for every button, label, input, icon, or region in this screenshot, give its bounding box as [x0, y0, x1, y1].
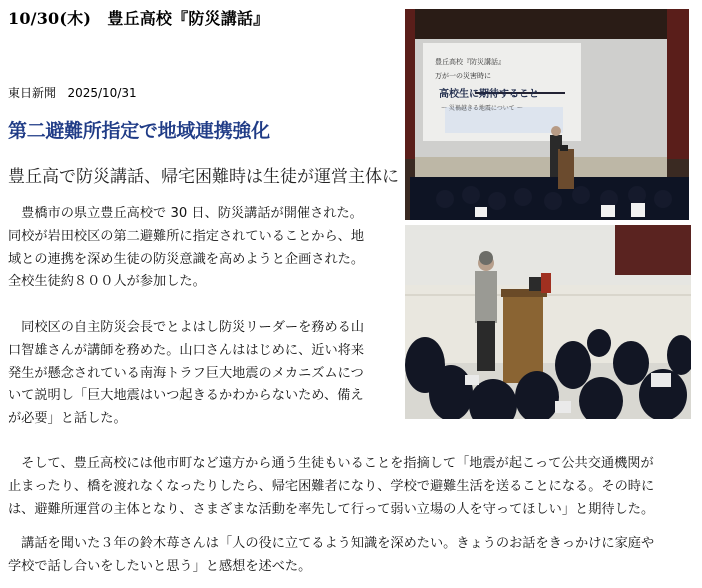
paragraph-2: [8, 317, 396, 431]
slide-school-name: 豊丘高校『防災講話』: [435, 58, 505, 66]
newspaper-name: 東日新聞: [8, 86, 57, 100]
slide-line-3: ～ 災禍越きる地震について ～: [441, 105, 523, 112]
page-title: 10/30(木) 豊丘高校『防災講話』: [8, 9, 270, 28]
byline: [8, 84, 137, 101]
paragraph-3: [8, 453, 698, 521]
speaker-podium-photo: [405, 225, 691, 419]
paragraph-line: 同校区の自主防災会長でとよはし防災リーダーを務める山: [8, 320, 365, 335]
paragraph-line: 止まったり、橋を渡れなくなったりしたら、帰宅困難者になり、学校で避難生活を送ることになる。その時に: [8, 478, 655, 494]
paragraph-line: が必要」と話した。: [8, 411, 127, 427]
publish-date: 2025/10/31: [67, 86, 137, 100]
paragraph-line: 講話を聞いた３年の鈴木苺さんは「人の役に立てるよう知識を深めたい。きょうのお話をきっかけに家庭や: [8, 536, 655, 551]
paragraph-4: [8, 533, 698, 579]
slide-line-1: 万が一の災害時に: [435, 72, 491, 80]
lecture-hall-photo: [405, 9, 689, 220]
paragraph-line: そして、豊丘高校には他市町など遠方から通う生徒もいることを指摘して「地震が起こって公共交通機関が: [8, 456, 654, 471]
paragraph-line: いて説明し「巨大地震はいつ起きるかわからないため、備え: [8, 388, 364, 404]
paragraph-line: 発生が懸念されている南海トラフ巨大地震のメカニズムにつ: [8, 365, 364, 381]
paragraph-1: [8, 203, 396, 294]
paragraph-line: は、避難所運営の主体となり、さまざまな活動を率先して行って弱い立場の人を守ってほしい」と期待した。: [8, 501, 655, 517]
article-headline: 第二避難所指定で地域連携強化: [8, 120, 270, 142]
paragraph-line: 域との連携を深め生徒の防災意識を高めようと企画された。: [8, 251, 365, 267]
paragraph-line: 口智雄さんが講師を務めた。山口さんははじめに、近い将来: [8, 342, 365, 358]
slide-line-2: 高校生に期待すること: [439, 89, 539, 100]
article-subheadline: 豊丘高で防災講話、帰宅困難時は生徒が運営主体に: [8, 167, 399, 187]
paragraph-line: 全校生徒約８００人が参加した。: [8, 274, 206, 290]
paragraph-line: 豊橋市の県立豊丘高校で 30 日、防災講話が開催された。: [8, 206, 363, 221]
paragraph-line: 学校で話し合いをしたいと思う」と感想を述べた。: [8, 558, 312, 574]
paragraph-line: 同校が岩田校区の第二避難所に指定されていることから、地: [8, 228, 365, 244]
